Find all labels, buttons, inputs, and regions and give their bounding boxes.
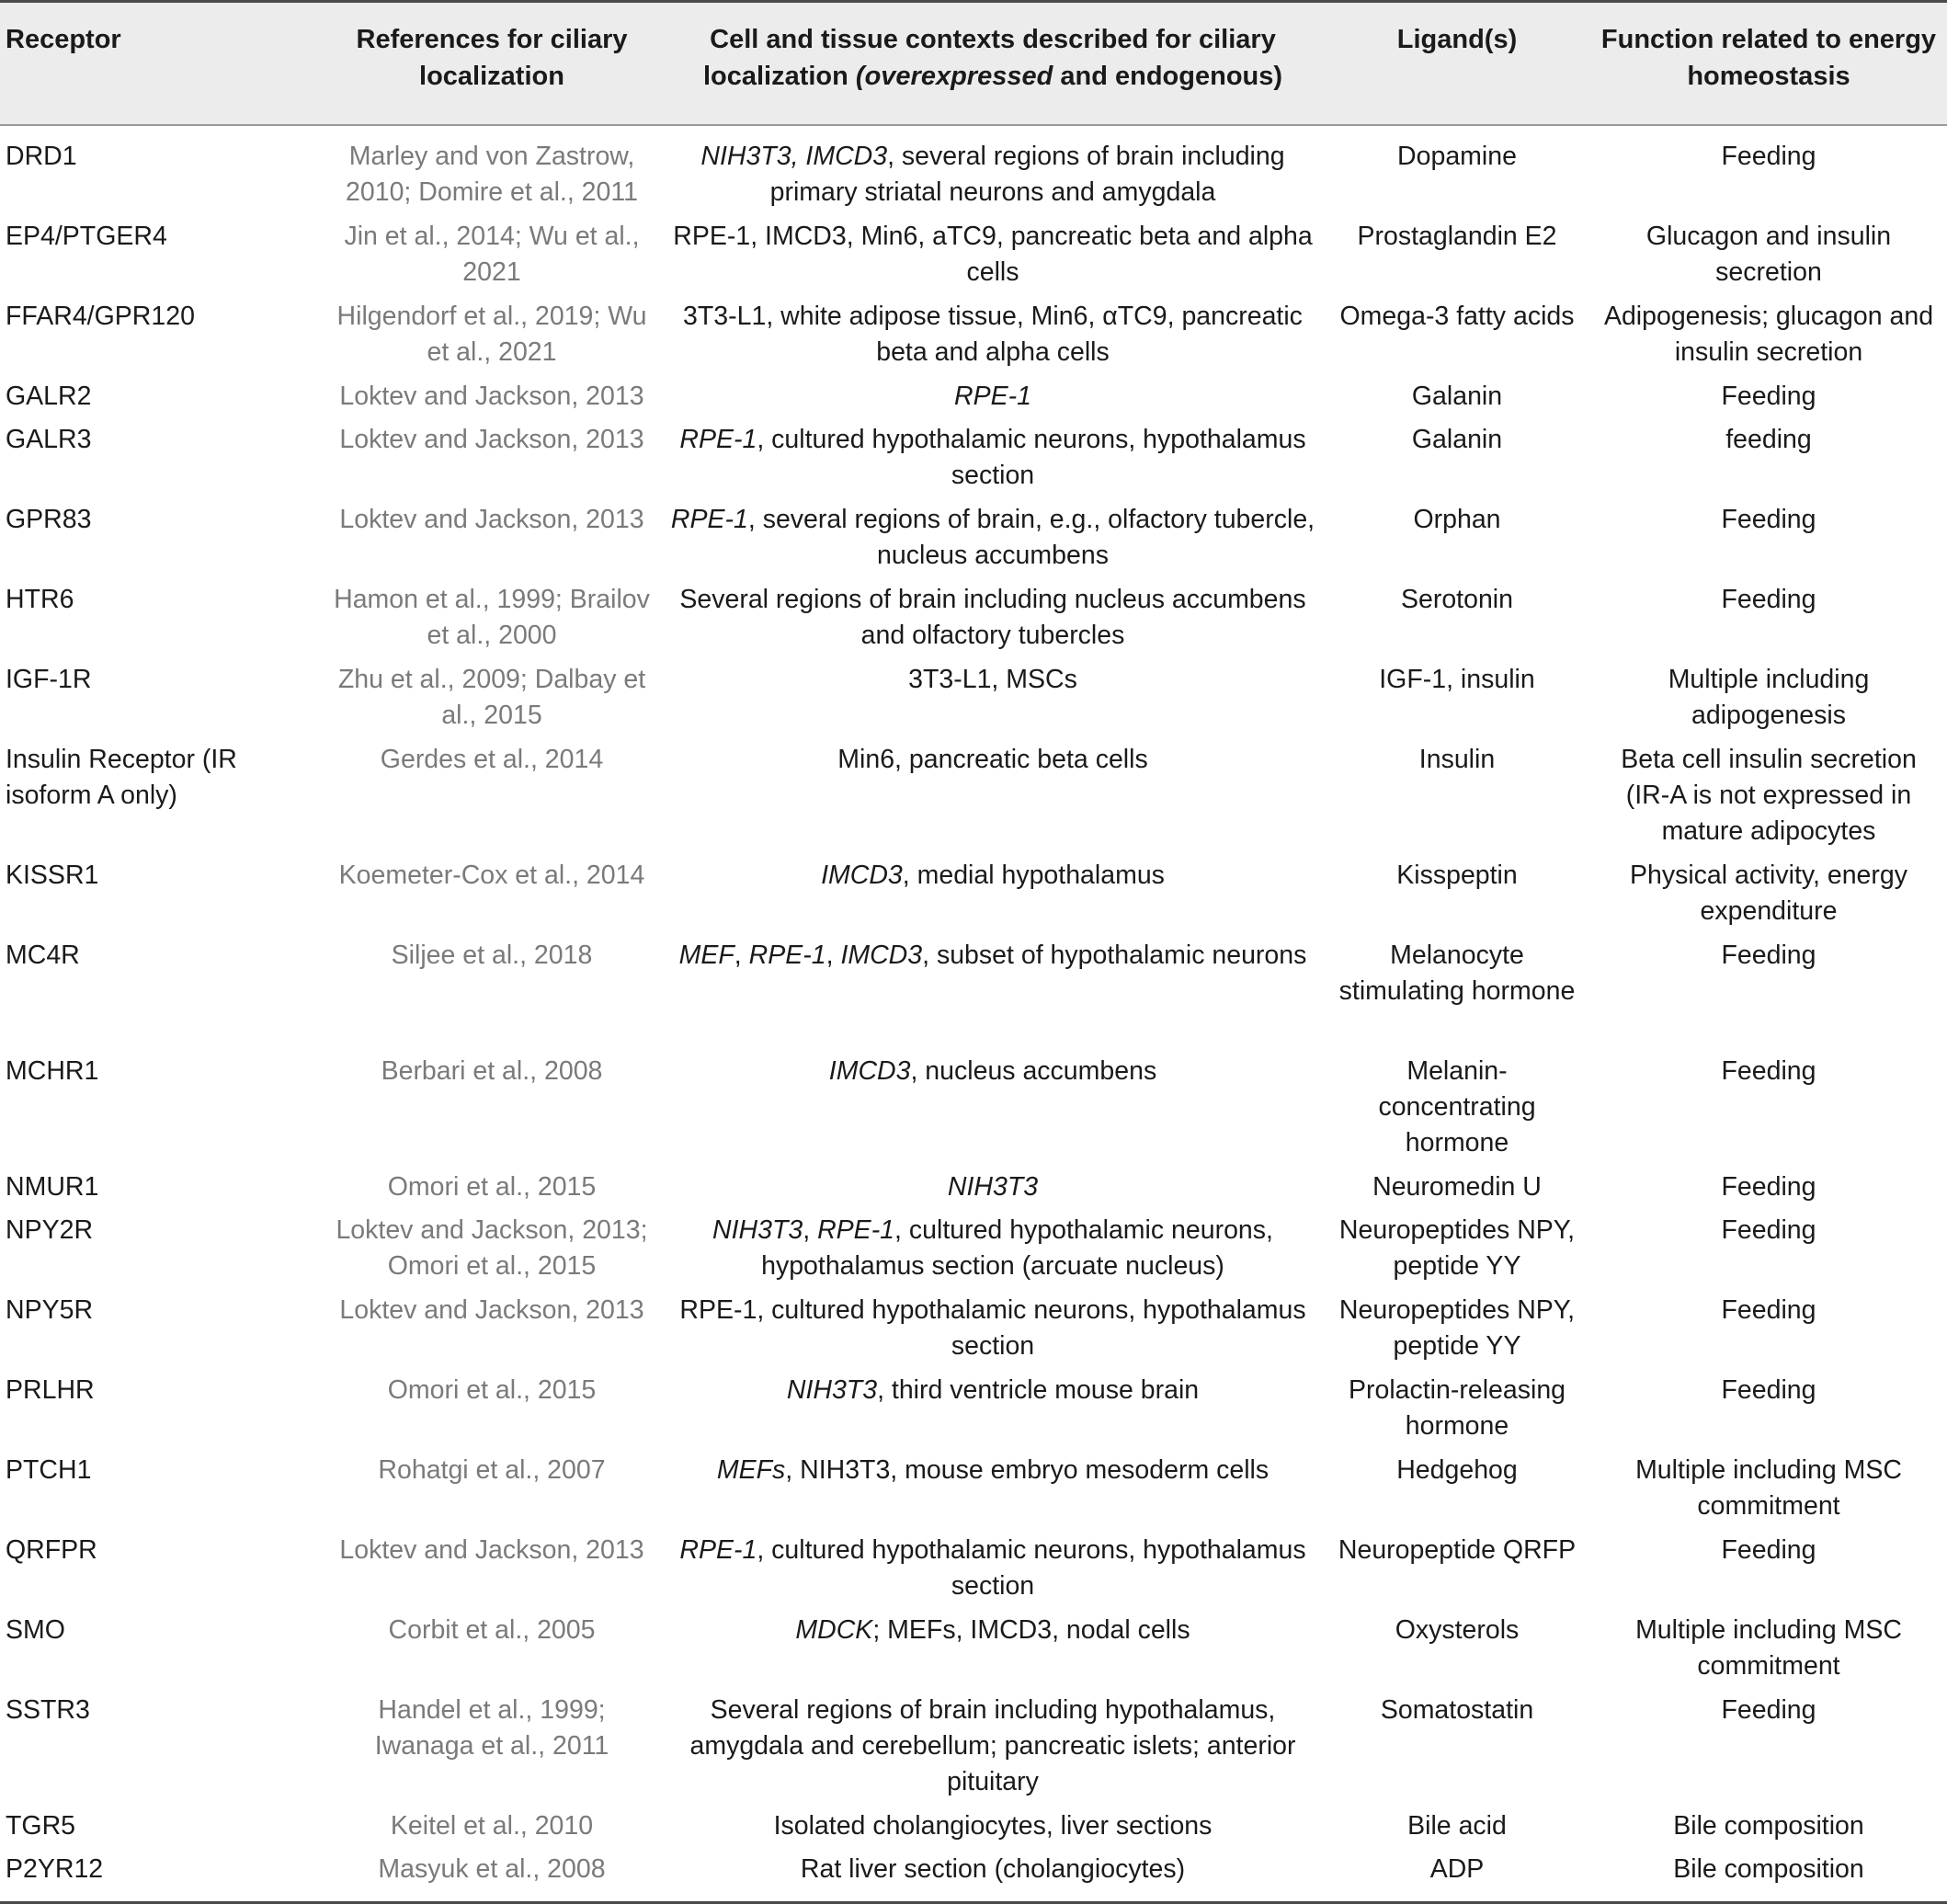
context-text: , cultured hypothalamic neurons, hypothalamus section (757, 1535, 1306, 1601)
cell-ligand: Somatostatin (1380, 1695, 1534, 1725)
cell-context (662, 659, 1324, 739)
header-context-italic: (overexpressed (855, 62, 1053, 91)
table-row (0, 1290, 1947, 1370)
cell-references: Hilgendorf et al., 2019; Wu et al., 2021 (336, 302, 647, 367)
cell-context (662, 216, 1324, 296)
cell-context (662, 1370, 1324, 1450)
cell-function: Multiple including MSC commitment (1635, 1455, 1902, 1521)
cell-ligand: Prostaglandin E2 (1357, 222, 1557, 251)
cell-ligand: Neuromedin U (1372, 1172, 1542, 1202)
header-context-text-2: and endogenous) (1053, 62, 1283, 91)
cell-references: Loktev and Jackson, 2013; Omori et al., 2015 (336, 1215, 648, 1281)
cell-references: Berbari et al., 2008 (381, 1056, 603, 1086)
cell-receptor: IGF-1R (6, 665, 92, 694)
context-text: ; MEFs, IMCD3, nodal cells (872, 1615, 1190, 1645)
table-row (0, 935, 1947, 1051)
cell-context (662, 296, 1324, 376)
cell-receptor: NPY2R (6, 1215, 94, 1245)
cell-receptor: NMUR1 (6, 1172, 99, 1202)
cell-references: Siljee et al., 2018 (391, 941, 593, 970)
table-row (0, 1370, 1947, 1450)
cell-context (662, 125, 1324, 216)
context-italic-text: IMCD3 (840, 941, 923, 970)
cell-receptor: SMO (6, 1615, 65, 1645)
table-row (0, 296, 1947, 376)
cell-context (662, 935, 1324, 1051)
context-italic-text: MEF (678, 941, 734, 970)
context-italic-text: NIH3T3 (712, 1215, 803, 1245)
cell-ligand: Melanin-concentrating hormone (1378, 1056, 1536, 1157)
cell-receptor: FFAR4/GPR120 (6, 302, 195, 331)
context-italic-text: NIH3T3 (947, 1172, 1039, 1202)
cell-ligand: Neuropeptide QRFP (1338, 1535, 1577, 1565)
cell-function: Feeding (1721, 1215, 1816, 1245)
context-italic-text: IMCD3 (828, 1056, 911, 1086)
cell-references: Handel et al., 1999; Iwanaga et al., 2011 (374, 1695, 609, 1761)
table-row (0, 1210, 1947, 1290)
table-row (0, 1051, 1947, 1167)
header-row (0, 2, 1947, 126)
cell-context (662, 1450, 1324, 1530)
cell-ligand: ADP (1429, 1854, 1485, 1884)
cell-context (662, 1849, 1324, 1903)
cell-function: Multiple including MSC commitment (1635, 1615, 1902, 1681)
cell-ligand: Bile acid (1407, 1811, 1507, 1841)
cell-ligand: Galanin (1411, 425, 1503, 454)
table-body (0, 125, 1947, 1903)
header-references: References for ciliary localization (356, 25, 628, 91)
cell-references: Keitel et al., 2010 (390, 1811, 594, 1841)
cell-references: Loktev and Jackson, 2013 (339, 1295, 644, 1325)
cell-function: Multiple including adipogenesis (1668, 665, 1870, 730)
cell-receptor: P2YR12 (6, 1854, 104, 1884)
context-italic-text: RPE-1 (954, 382, 1031, 411)
cell-function: Adipogenesis; glucagon and insulin secretion (1603, 302, 1934, 367)
context-text: , (803, 1215, 818, 1245)
table-row (0, 1450, 1947, 1530)
cell-ligand: Neuropeptides NPY, peptide YY (1338, 1295, 1576, 1361)
cell-function: Feeding (1721, 1172, 1816, 1202)
cell-receptor: PTCH1 (6, 1455, 92, 1485)
cell-context (662, 1290, 1324, 1370)
cell-references: Omori et al., 2015 (387, 1172, 597, 1202)
cell-context (662, 1051, 1324, 1167)
cell-function: Feeding (1721, 585, 1816, 614)
header-function: Function related to energy homeostasis (1600, 25, 1937, 91)
context-text: , cultured hypothalamic neurons, hypothalamus section (arcuate nucleus) (761, 1215, 1273, 1281)
cell-references: Loktev and Jackson, 2013 (339, 1535, 644, 1565)
cell-receptor: EP4/PTGER4 (6, 222, 167, 251)
cell-function: Feeding (1721, 142, 1816, 171)
cell-function: Feeding (1721, 505, 1816, 534)
cell-ligand: Melanocyte stimulating hormone (1338, 941, 1576, 1006)
cell-receptor: Insulin Receptor (IR isoform A only) (6, 745, 237, 810)
context-text: 3T3-L1, white adipose tissue, Min6, αTC9, pancreatic beta and alpha cells (683, 302, 1303, 367)
cell-context (662, 376, 1324, 419)
cell-receptor: SSTR3 (6, 1695, 90, 1725)
cell-context (662, 1610, 1324, 1690)
cell-function: Feeding (1721, 1375, 1816, 1405)
cell-function: Feeding (1721, 1056, 1816, 1086)
cell-ligand: IGF-1, insulin (1379, 665, 1535, 694)
table-row (0, 216, 1947, 296)
cell-context (662, 499, 1324, 579)
table-row (0, 376, 1947, 419)
cell-references: Corbit et al., 2005 (388, 1615, 596, 1645)
table-row (0, 739, 1947, 855)
cell-references: Omori et al., 2015 (387, 1375, 597, 1405)
cell-context (662, 1210, 1324, 1290)
cell-context (662, 855, 1324, 935)
table-row (0, 1690, 1947, 1806)
context-text: Isolated cholangiocytes, liver sections (773, 1811, 1213, 1841)
context-italic-text: IMCD3 (821, 861, 903, 890)
context-italic-text: RPE-1 (817, 1215, 895, 1245)
context-text: Min6, pancreatic beta cells (837, 745, 1148, 774)
table-row (0, 579, 1947, 659)
context-italic-text: MDCK (795, 1615, 873, 1645)
cell-context (662, 419, 1324, 499)
cell-references: Loktev and Jackson, 2013 (339, 505, 644, 534)
cell-references: Loktev and Jackson, 2013 (339, 382, 644, 411)
cell-context (662, 579, 1324, 659)
context-italic-text: RPE-1 (670, 505, 748, 534)
cell-context (662, 1690, 1324, 1806)
cell-references: Hamon et al., 1999; Brailov et al., 2000 (334, 585, 650, 650)
context-italic-text: NIH3T3 (786, 1375, 878, 1405)
header-ligands: Ligand(s) (1396, 25, 1518, 54)
cell-references: Marley and von Zastrow, 2010; Domire et al., 2011 (346, 142, 638, 207)
context-text: Several regions of brain including nucleus accumbens and olfactory tubercles (679, 585, 1306, 650)
context-text: , cultured hypothalamic neurons, hypothalamus section (757, 425, 1306, 490)
header-receptor: Receptor (6, 25, 121, 54)
cell-receptor: QRFPR (6, 1535, 97, 1565)
context-text: Rat liver section (cholangiocytes) (800, 1854, 1186, 1884)
cell-ligand: Prolactin-releasing hormone (1348, 1375, 1566, 1441)
cell-function: Bile composition (1673, 1811, 1864, 1841)
table-row (0, 659, 1947, 739)
table-row (0, 419, 1947, 499)
cell-ligand: Serotonin (1400, 585, 1513, 614)
cell-references: Koemeter-Cox et al., 2014 (338, 861, 645, 890)
table-row (0, 1806, 1947, 1849)
cell-context (662, 739, 1324, 855)
cell-function: Bile composition (1673, 1854, 1864, 1884)
context-text: 3T3-L1, MSCs (908, 665, 1077, 694)
context-text: , (825, 941, 841, 970)
table-row (0, 1610, 1947, 1690)
cell-function: Feeding (1721, 382, 1816, 411)
table-row (0, 125, 1947, 216)
cell-ligand: Neuropeptides NPY, peptide YY (1338, 1215, 1576, 1281)
cell-function: Feeding (1721, 1535, 1816, 1565)
cell-ligand: Dopamine (1397, 142, 1517, 171)
cell-references: Rohatgi et al., 2007 (378, 1455, 606, 1485)
table-row (0, 1167, 1947, 1210)
cell-receptor: TGR5 (6, 1811, 76, 1841)
cell-function: Feeding (1721, 1295, 1816, 1325)
context-italic-text: RPE-1 (679, 1535, 757, 1565)
context-italic-text: RPE-1 (679, 425, 757, 454)
cell-receptor: PRLHR (6, 1375, 95, 1405)
context-italic-text: RPE-1 (748, 941, 826, 970)
cell-references: Loktev and Jackson, 2013 (339, 425, 644, 454)
cell-receptor: MCHR1 (6, 1056, 99, 1086)
context-italic-text: MEFs (716, 1455, 786, 1485)
context-italic-text: NIH3T3, IMCD3 (700, 142, 888, 171)
cell-references: Masyuk et al., 2008 (378, 1854, 606, 1884)
context-text: , subset of hypothalamic neurons (922, 941, 1307, 970)
cell-ligand: Omega-3 fatty acids (1339, 302, 1575, 331)
cell-references: Jin et al., 2014; Wu et al., 2021 (344, 222, 640, 287)
header-context-text-1: Cell and tissue contexts described for ciliary localization (702, 25, 1276, 91)
cell-ligand: Oxysterols (1395, 1615, 1520, 1645)
cell-ligand: Kisspeptin (1396, 861, 1518, 890)
cell-receptor: GALR2 (6, 382, 92, 411)
cell-function: Feeding (1721, 1695, 1816, 1725)
cell-ligand: Galanin (1411, 382, 1503, 411)
cell-context (662, 1530, 1324, 1610)
cell-function: Glucagon and insulin secretion (1645, 222, 1892, 287)
context-text: , several regions of brain, e.g., olfactory tubercle, nucleus accumbens (747, 505, 1315, 570)
table-row (0, 1530, 1947, 1610)
context-text: , medial hypothalamus (902, 861, 1165, 890)
cell-ligand: Hedgehog (1396, 1455, 1518, 1485)
cell-ligand: Insulin (1418, 745, 1496, 774)
context-text: , (734, 941, 749, 970)
cell-receptor: KISSR1 (6, 861, 99, 890)
cell-receptor: MC4R (6, 941, 80, 970)
context-text: RPE-1, IMCD3, Min6, aTC9, pancreatic beta and alpha cells (673, 222, 1313, 287)
cell-function: feeding (1725, 425, 1812, 454)
cell-receptor: HTR6 (6, 585, 74, 614)
cell-function: Beta cell insulin secretion (IR-A is not expressed in mature adipocytes (1621, 745, 1917, 846)
context-text: , third ventricle mouse brain (877, 1375, 1200, 1405)
cell-function: Feeding (1721, 941, 1816, 970)
cell-function: Physical activity, energy expenditure (1629, 861, 1907, 926)
context-text: , nucleus accumbens (910, 1056, 1157, 1086)
table-row (0, 855, 1947, 935)
cell-references: Zhu et al., 2009; Dalbay et al., 2015 (337, 665, 646, 730)
cell-references: Gerdes et al., 2014 (380, 745, 604, 774)
table-row (0, 1849, 1947, 1903)
cell-receptor: NPY5R (6, 1295, 94, 1325)
cell-context (662, 1167, 1324, 1210)
context-text: , several regions of brain including primary striatal neurons and amygdala (769, 142, 1285, 207)
context-text: Several regions of brain including hypothalamus, amygdala and cerebellum; pancreatic islets; anterior pituitary (689, 1695, 1296, 1796)
cell-context (662, 1806, 1324, 1849)
cell-receptor: GPR83 (6, 505, 92, 534)
table-row (0, 499, 1947, 579)
context-text: RPE-1, cultured hypothalamic neurons, hypothalamus section (679, 1295, 1306, 1361)
cell-ligand: Orphan (1413, 505, 1501, 534)
context-text: , NIH3T3, mouse embryo mesoderm cells (785, 1455, 1270, 1485)
cell-receptor: DRD1 (6, 142, 77, 171)
header-context (662, 2, 1324, 126)
cell-receptor: GALR3 (6, 425, 92, 454)
